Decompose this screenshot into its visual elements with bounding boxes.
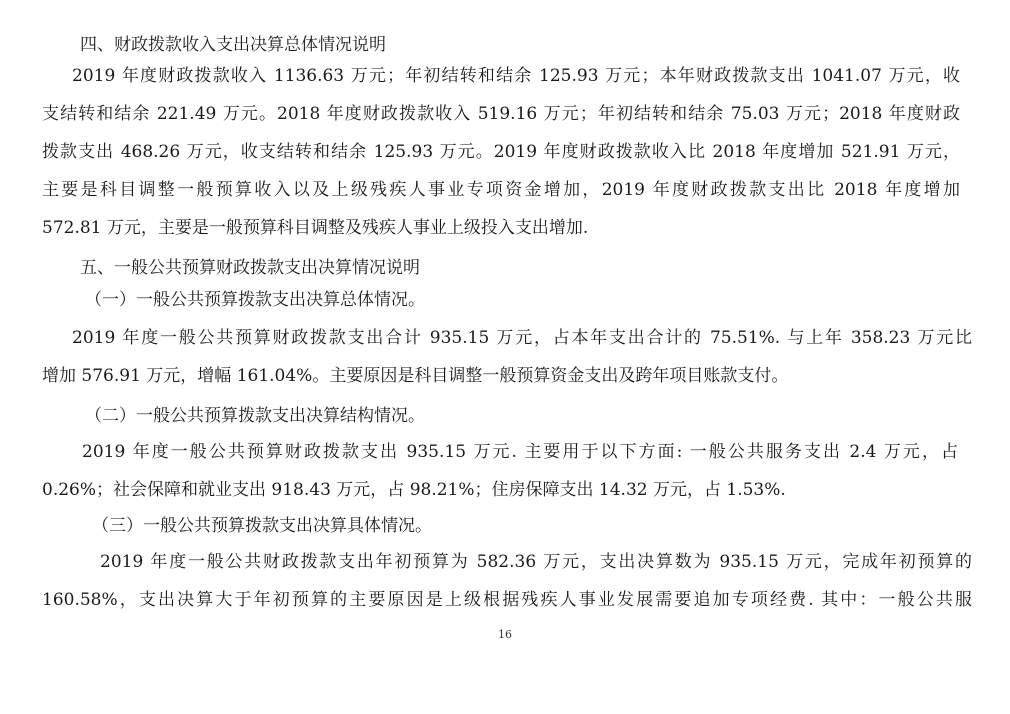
subsection-1-heading: （一）一般公共预算拨款支出决算总体情况。 [85, 290, 425, 310]
section-4-line-5: 572.81 万元，主要是一般预算科目调整及残疾人事业上级投入支出增加. [42, 218, 589, 238]
section-5-heading: 五、一般公共预算财政拨款支出决算情况说明 [80, 258, 420, 278]
subsection-1-line-2: 增加 576.91 万元，增幅 161.04%。主要原因是科目调整一般预算资金支出及跨年项目账款支付。 [42, 366, 789, 386]
subsection-3-line-1: 2019 年度一般公共财政拨款支出年初预算为 582.36 万元，支出决算数为 935.15 万元，完成年初预算的 [100, 552, 972, 572]
section-4-line-1: 2019 年度财政拨款收入 1136.63 万元；年初结转和结余 125.93 万元；本年财政拨款支出 1041.07 万元，收 [72, 66, 960, 86]
page-number: 16 [498, 628, 512, 641]
subsection-2-heading: （二）一般公共预算拨款支出决算结构情况。 [85, 406, 425, 426]
subsection-2-line-1: 2019 年度一般公共预算财政拨款支出 935.15 万元. 主要用于以下方面: 一般公共服务支出 2.4 万元，占 [82, 442, 958, 462]
section-4-line-2: 支结转和结余 221.49 万元。2018 年度财政拨款收入 519.16 万元；年初结转和结余 75.03 万元；2018 年度财政 [42, 104, 960, 124]
section-4-heading: 四、财政拨款收入支出决算总体情况说明 [80, 35, 386, 55]
subsection-3-heading: （三）一般公共预算拨款支出决算具体情况。 [92, 516, 432, 536]
subsection-3-line-2: 160.58%，支出决算大于年初预算的主要原因是上级根据残疾人事业发展需要追加专项经费. 其中：一般公共服 [42, 590, 972, 610]
subsection-1-line-1: 2019 年度一般公共预算财政拨款支出合计 935.15 万元，占本年支出合计的 75.51%. 与上年 358.23 万元比 [72, 328, 972, 348]
section-4-line-4: 主要是科目调整一般预算收入以及上级残疾人事业专项资金增加，2019 年度财政拨款支出比 2018 年度增加 [42, 180, 960, 200]
section-4-line-3: 拨款支出 468.26 万元，收支结转和结余 125.93 万元。2019 年度财政拨款收入比 2018 年度增加 521.91 万元， [42, 142, 960, 162]
subsection-2-line-2: 0.26%；社会保障和就业支出 918.43 万元，占 98.21%；住房保障支出 14.32 万元，占 1.53%. [42, 480, 786, 500]
